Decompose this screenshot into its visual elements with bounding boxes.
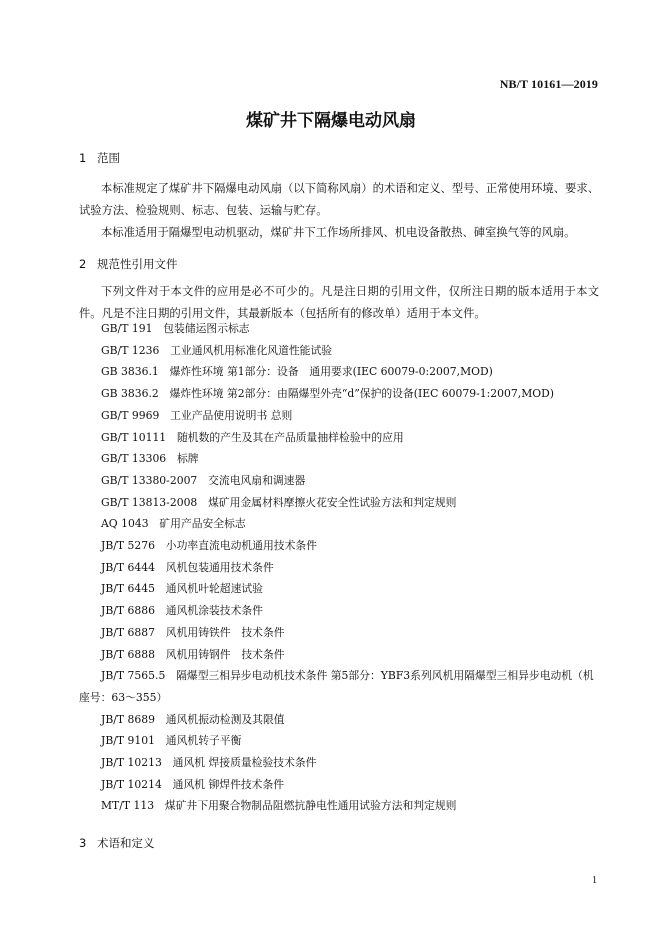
reference-item: GB/T 10111 随机数的产生及其在产品质量抽样检验中的应用 — [101, 430, 404, 444]
section-title: 术语和定义 — [97, 836, 155, 850]
reference-item: GB/T 191 包装储运图示标志 — [101, 322, 250, 335]
reference-list — [79, 318, 604, 817]
reference-item: GB/T 1236 工业通风机用标准化风道性能试验 — [101, 343, 333, 357]
reference-item: JB/T 10214 通风机 铆焊件技术条件 — [101, 777, 285, 791]
reference-item: JB/T 6444 风机包装通用技术条件 — [101, 560, 274, 574]
reference-item: GB/T 13813-2008 煤矿用金属材料摩擦火花安全性试验方法和判定规则 — [101, 495, 457, 509]
section-number: 2 — [79, 257, 87, 271]
reference-item: MT/T 113 煤矿井下用聚合物制品阻燃抗静电性通用试验方法和判定规则 — [101, 799, 457, 813]
section-title: 规范性引用文件 — [97, 257, 178, 271]
reference-item: JB/T 6888 风机用铸钢件 技术条件 — [101, 647, 285, 661]
reference-item: JB/T 6445 通风机叶轮超速试验 — [101, 582, 263, 596]
reference-item: AQ 1043 矿用产品安全标志 — [101, 517, 246, 531]
standard-code: NB/T 10161—2019 — [499, 77, 598, 91]
section-1-heading — [79, 150, 120, 166]
scope-paragraph-1: 本标准规定了煤矿井下隔爆电动风扇（以下简称风扇）的术语和定义、型号、正常使用环境、要求、试验方法、检验规则、标志、包装、运输与贮存。 — [79, 182, 599, 217]
reference-item: JB/T 9101 通风机转子平衡 — [101, 734, 242, 748]
section-3-heading — [79, 835, 155, 851]
section-number: 1 — [79, 151, 87, 165]
document-title: 煤矿井下隔爆电动风扇 — [246, 111, 416, 131]
normative-refs-intro: 下列文件对于本文件的应用是必不可少的。凡是注日期的引用文件，仅所注日期的版本适用于本文件。凡是不注日期的引用文件，其最新版本（包括所有的修改单）适用于本文件。 — [79, 285, 599, 320]
reference-item: JB/T 7565.5 隔爆型三相异步电动机技术条件 第5部分：YBF3系列风机用隔爆型三相异步电动机（机座号：63～355） — [79, 669, 594, 704]
reference-item: JB/T 6887 风机用铸铁件 技术条件 — [101, 625, 285, 639]
reference-item: GB/T 13380-2007 交流电风扇和调速器 — [101, 473, 306, 487]
reference-item: GB/T 9969 工业产品使用说明书 总则 — [101, 408, 293, 422]
reference-item: GB 3836.1 爆炸性环境 第1部分：设备 通用要求(IEC 60079-0:2007,MOD) — [101, 365, 493, 379]
scope-paragraph-2: 本标准适用于隔爆型电动机驱动，煤矿井下工作场所排风、机电设备散热、硨室换气等的风扇。 — [101, 226, 576, 239]
section-number: 3 — [79, 836, 87, 850]
page-number: 1 — [592, 875, 597, 886]
reference-item: JB/T 8689 通风机振动检测及其限值 — [101, 712, 285, 726]
reference-item: JB/T 6886 通风机涂装技术条件 — [101, 604, 263, 618]
section-2-heading — [79, 256, 178, 272]
reference-item: JB/T 5276 小功率直流电动机通用技术条件 — [101, 539, 317, 553]
section-title: 范围 — [97, 151, 120, 165]
reference-item: JB/T 10213 通风机 焊接质量检验技术条件 — [101, 756, 317, 770]
reference-item: GB/T 13306 标牌 — [101, 452, 199, 466]
reference-item: GB 3836.2 爆炸性环境 第2部分：由隔爆型外壳“d”保护的设备(IEC 60079-1:2007,MOD) — [101, 387, 554, 401]
